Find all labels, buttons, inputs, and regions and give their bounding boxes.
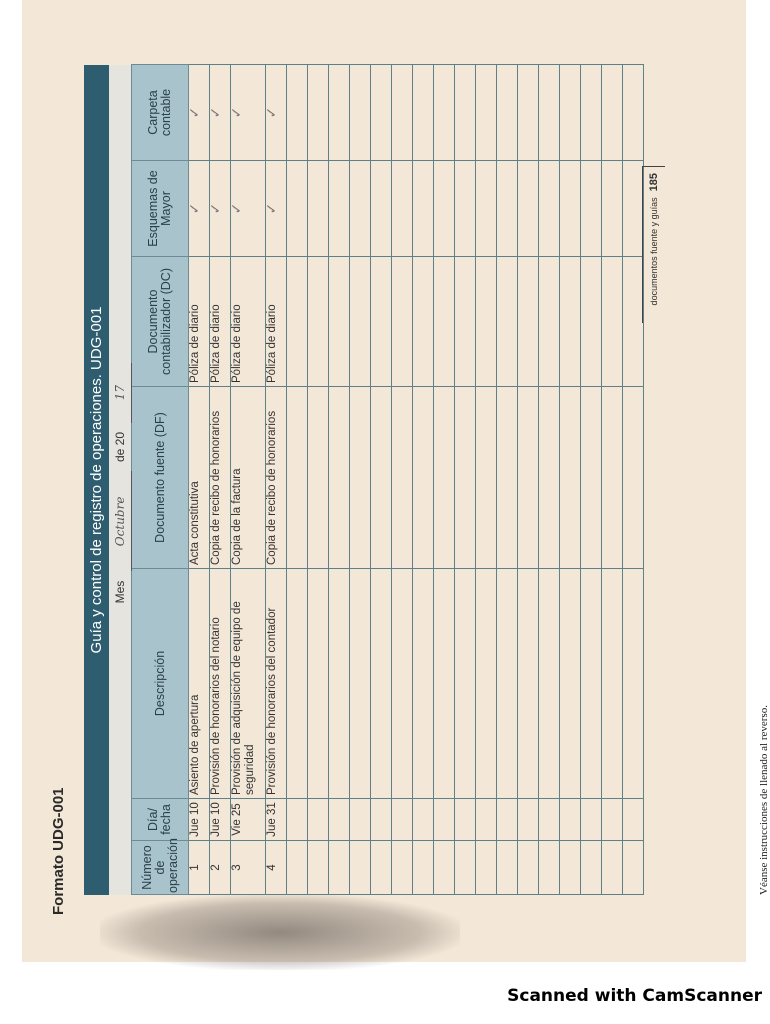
empty-cell: [434, 569, 455, 799]
cell-dc: Póliza de diario: [189, 257, 210, 387]
empty-cell: [329, 799, 350, 841]
empty-cell: [581, 257, 602, 387]
empty-cell: [455, 387, 476, 569]
empty-cell: [497, 65, 518, 161]
empty-cell: [539, 257, 560, 387]
cell-desc: Provisión de adquisición de equipo de seguridad: [231, 569, 266, 799]
empty-cell: [602, 387, 623, 569]
empty-table-row: [518, 65, 539, 895]
empty-cell: [539, 65, 560, 161]
camscanner-watermark: Scanned with CamScanner: [507, 986, 762, 1006]
empty-cell: [350, 65, 371, 161]
empty-cell: [371, 569, 392, 799]
cell-dc: Póliza de diario: [210, 257, 231, 387]
empty-cell: [329, 257, 350, 387]
empty-table-row: [287, 65, 308, 895]
cell-df: Copia de la factura: [231, 387, 266, 569]
empty-cell: [392, 387, 413, 569]
empty-cell: [371, 161, 392, 257]
cell-fecha: Jue 10: [189, 799, 210, 841]
year-label: de 20: [113, 431, 127, 463]
empty-table-row: [539, 65, 560, 895]
empty-cell: [581, 161, 602, 257]
table-row: [210, 65, 231, 895]
col-header: Descripción: [132, 569, 189, 799]
empty-cell: [308, 65, 329, 161]
table-row: [189, 65, 210, 895]
page-label: documentos fuente y guías: [649, 197, 659, 306]
empty-cell: [623, 65, 644, 161]
empty-cell: [392, 257, 413, 387]
empty-cell: [539, 841, 560, 895]
empty-cell: [476, 161, 497, 257]
empty-cell: [497, 799, 518, 841]
cell-df: Copia de recibo de honorarios: [266, 387, 287, 569]
empty-cell: [434, 799, 455, 841]
empty-table-row: [497, 65, 518, 895]
empty-cell: [350, 257, 371, 387]
year-value: 17: [113, 385, 127, 401]
empty-cell: [476, 65, 497, 161]
empty-cell: [287, 569, 308, 799]
rotated-form: [40, 65, 770, 915]
empty-cell: [371, 387, 392, 569]
empty-cell: [581, 65, 602, 161]
empty-cell: [392, 799, 413, 841]
cell-df: Copia de recibo de honorarios: [210, 387, 231, 569]
month-line: [109, 65, 131, 895]
empty-table-row: [329, 65, 350, 895]
empty-cell: [602, 161, 623, 257]
empty-cell: [518, 161, 539, 257]
empty-table-row: [455, 65, 476, 895]
empty-table-row: [371, 65, 392, 895]
form-label: Formato UDG-001: [50, 787, 67, 915]
empty-cell: [560, 65, 581, 161]
empty-cell: [287, 161, 308, 257]
empty-cell: [329, 569, 350, 799]
empty-cell: [623, 841, 644, 895]
empty-cell: [455, 569, 476, 799]
col-header: Documento fuente (DF): [132, 387, 189, 569]
empty-cell: [413, 841, 434, 895]
empty-cell: [497, 387, 518, 569]
empty-cell: [434, 841, 455, 895]
empty-cell: [350, 161, 371, 257]
empty-cell: [434, 65, 455, 161]
empty-cell: [350, 387, 371, 569]
cell-fecha: Jue 31: [266, 799, 287, 841]
empty-cell: [581, 841, 602, 895]
empty-cell: [476, 387, 497, 569]
empty-cell: [560, 387, 581, 569]
empty-cell: [392, 161, 413, 257]
empty-table-row: [413, 65, 434, 895]
cell-fecha: Jue 10: [210, 799, 231, 841]
empty-cell: [329, 161, 350, 257]
empty-cell: [455, 161, 476, 257]
empty-cell: [413, 257, 434, 387]
cell-carpeta-check: ✓: [189, 65, 210, 161]
empty-cell: [560, 569, 581, 799]
cell-carpeta-check: ✓: [266, 65, 287, 161]
col-header: Día/ fecha: [132, 799, 189, 841]
empty-cell: [371, 841, 392, 895]
cell-fecha: Vie 25: [231, 799, 266, 841]
empty-cell: [539, 569, 560, 799]
cell-esquemas-check: ✓: [189, 161, 210, 257]
empty-cell: [518, 799, 539, 841]
empty-cell: [413, 569, 434, 799]
empty-cell: [602, 65, 623, 161]
empty-cell: [455, 65, 476, 161]
cell-esquemas-check: ✓: [210, 161, 231, 257]
empty-cell: [329, 841, 350, 895]
empty-cell: [476, 569, 497, 799]
empty-cell: [602, 569, 623, 799]
col-header: Carpeta contable: [132, 65, 189, 161]
empty-cell: [287, 387, 308, 569]
empty-cell: [350, 841, 371, 895]
empty-cell: [476, 799, 497, 841]
empty-cell: [518, 65, 539, 161]
col-header: Documento contabilizador (DC): [132, 257, 189, 387]
empty-cell: [581, 387, 602, 569]
empty-table-row: [392, 65, 413, 895]
empty-cell: [308, 257, 329, 387]
empty-cell: [392, 65, 413, 161]
col-header: Esquemas de Mayor: [132, 161, 189, 257]
empty-table-row: [623, 65, 644, 895]
cell-df: Acta constitutiva: [189, 387, 210, 569]
empty-cell: [455, 257, 476, 387]
empty-cell: [623, 257, 644, 387]
cell-esquemas-check: ✓: [266, 161, 287, 257]
empty-table-row: [434, 65, 455, 895]
empty-cell: [497, 257, 518, 387]
empty-cell: [497, 569, 518, 799]
empty-table-row: [350, 65, 371, 895]
cell-num: 1: [189, 841, 210, 895]
empty-cell: [413, 161, 434, 257]
empty-cell: [392, 841, 413, 895]
cell-carpeta-check: ✓: [210, 65, 231, 161]
cell-num: 2: [210, 841, 231, 895]
empty-cell: [308, 387, 329, 569]
cell-carpeta-check: ✓: [231, 65, 266, 161]
empty-table-row: [308, 65, 329, 895]
empty-cell: [560, 161, 581, 257]
empty-table-row: [476, 65, 497, 895]
empty-cell: [287, 65, 308, 161]
empty-cell: [308, 569, 329, 799]
empty-cell: [539, 161, 560, 257]
empty-cell: [476, 257, 497, 387]
empty-cell: [371, 799, 392, 841]
mes-label: Mes: [113, 580, 127, 604]
empty-cell: [371, 65, 392, 161]
empty-cell: [287, 257, 308, 387]
empty-cell: [329, 65, 350, 161]
empty-cell: [434, 161, 455, 257]
empty-cell: [518, 569, 539, 799]
form-title: Guía y control de registro de operaciones. UDG-001: [84, 65, 109, 895]
empty-cell: [560, 799, 581, 841]
empty-cell: [623, 569, 644, 799]
table-header: [132, 65, 189, 895]
empty-cell: [392, 569, 413, 799]
empty-cell: [518, 387, 539, 569]
empty-table-row: [602, 65, 623, 895]
cell-dc: Póliza de diario: [231, 257, 266, 387]
empty-cell: [497, 841, 518, 895]
empty-cell: [581, 799, 602, 841]
empty-cell: [518, 841, 539, 895]
empty-cell: [518, 257, 539, 387]
empty-cell: [413, 387, 434, 569]
empty-cell: [413, 65, 434, 161]
empty-cell: [581, 569, 602, 799]
empty-cell: [476, 841, 497, 895]
empty-cell: [434, 387, 455, 569]
footnote: Véanse instrucciones de llenado al reverso.: [758, 705, 770, 895]
cell-dc: Póliza de diario: [266, 257, 287, 387]
table-row: [231, 65, 266, 895]
empty-cell: [329, 387, 350, 569]
form-sheet: [84, 65, 644, 895]
empty-cell: [455, 799, 476, 841]
empty-cell: [308, 799, 329, 841]
cell-num: 4: [266, 841, 287, 895]
cell-desc: Asiento de apertura: [189, 569, 210, 799]
empty-cell: [539, 799, 560, 841]
empty-cell: [623, 161, 644, 257]
empty-table-row: [581, 65, 602, 895]
empty-cell: [539, 387, 560, 569]
page-footer: [642, 166, 665, 323]
empty-cell: [287, 799, 308, 841]
empty-cell: [560, 841, 581, 895]
empty-cell: [602, 841, 623, 895]
empty-cell: [560, 257, 581, 387]
empty-cell: [623, 387, 644, 569]
cell-num: 3: [231, 841, 266, 895]
empty-cell: [308, 841, 329, 895]
empty-cell: [497, 161, 518, 257]
cell-esquemas-check: ✓: [231, 161, 266, 257]
empty-cell: [371, 257, 392, 387]
cell-desc: Provisión de honorarios del notario: [210, 569, 231, 799]
empty-cell: [623, 799, 644, 841]
empty-cell: [413, 799, 434, 841]
empty-cell: [602, 799, 623, 841]
empty-cell: [350, 569, 371, 799]
empty-table-row: [560, 65, 581, 895]
empty-cell: [350, 799, 371, 841]
mes-value: Octubre: [113, 496, 127, 547]
empty-cell: [287, 841, 308, 895]
empty-cell: [455, 841, 476, 895]
col-header: Número de operación: [132, 841, 189, 895]
table-row: [266, 65, 287, 895]
operations-table: [131, 64, 644, 895]
empty-cell: [308, 161, 329, 257]
cell-desc: Provisión de honorarios del contador: [266, 569, 287, 799]
page-number: 185: [648, 173, 660, 192]
empty-cell: [602, 257, 623, 387]
empty-cell: [434, 257, 455, 387]
